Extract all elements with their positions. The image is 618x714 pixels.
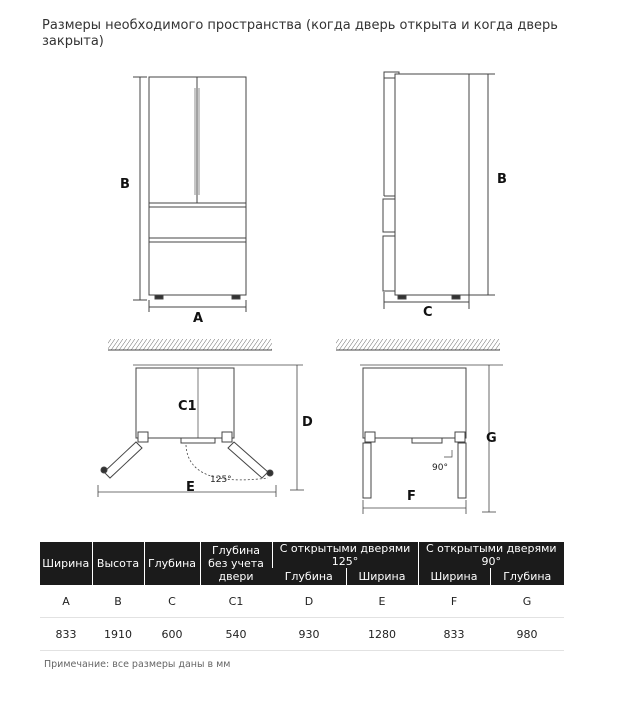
angle-125-label: 125° [210,475,232,485]
table-cell: A [40,585,92,618]
table-cell: 600 [144,618,200,651]
table-cell: E [346,585,418,618]
subheader-125-depth: Глубина [272,568,346,585]
table-cell: 833 [40,618,92,651]
header-width: Ширина [40,542,92,585]
table-cell: 540 [200,618,272,651]
table-row-values [40,618,564,651]
header-group-125: С открытыми дверями 125° [272,542,418,568]
header-depth-nodoor: Глубина без учета двери [200,542,272,585]
angle-90-label: 90° [432,463,448,473]
table-cell: D [272,585,346,618]
table-cell: 1910 [92,618,144,651]
table-cell: G [490,585,564,618]
subheader-125-width: Ширина [346,568,418,585]
wall-hatch-left [108,339,272,350]
side-view [383,72,495,309]
front-height-label: B [120,177,130,192]
table-cell: C [144,585,200,618]
width-open-90-label: F [407,489,416,504]
side-height-label: B [497,172,507,187]
footnote: Примечание: все размеры даны в мм [44,659,231,670]
subheader-90-depth: Глубина [490,568,564,585]
table-cell: F [418,585,490,618]
table-cell: 1280 [346,618,418,651]
width-open-125-label: E [186,480,195,495]
header-group-90: С открытыми дверями 90° [418,542,564,568]
table-row-letters [40,585,564,618]
page-title: Размеры необходимого пространства (когда дверь открыта и когда дверь закрыта) [42,18,558,49]
table-cell: B [92,585,144,618]
table-cell: 980 [490,618,564,651]
subheader-90-width: Ширина [418,568,490,585]
front-view [133,77,246,312]
depth-open-90-label: G [486,431,497,446]
side-depth-label: C [423,305,433,320]
header-depth: Глубина [144,542,200,585]
table-cell: C1 [200,585,272,618]
depth-open-125-label: D [302,415,313,430]
dimensions-table [40,542,564,651]
table-cell: 833 [418,618,490,651]
top-view-90 [360,365,503,514]
table-cell: 930 [272,618,346,651]
depth-nodoor-label: C1 [178,399,197,414]
wall-hatch-right [336,339,500,350]
header-height: Высота [92,542,144,585]
front-width-label: A [193,311,204,326]
top-view-125 [98,365,304,497]
